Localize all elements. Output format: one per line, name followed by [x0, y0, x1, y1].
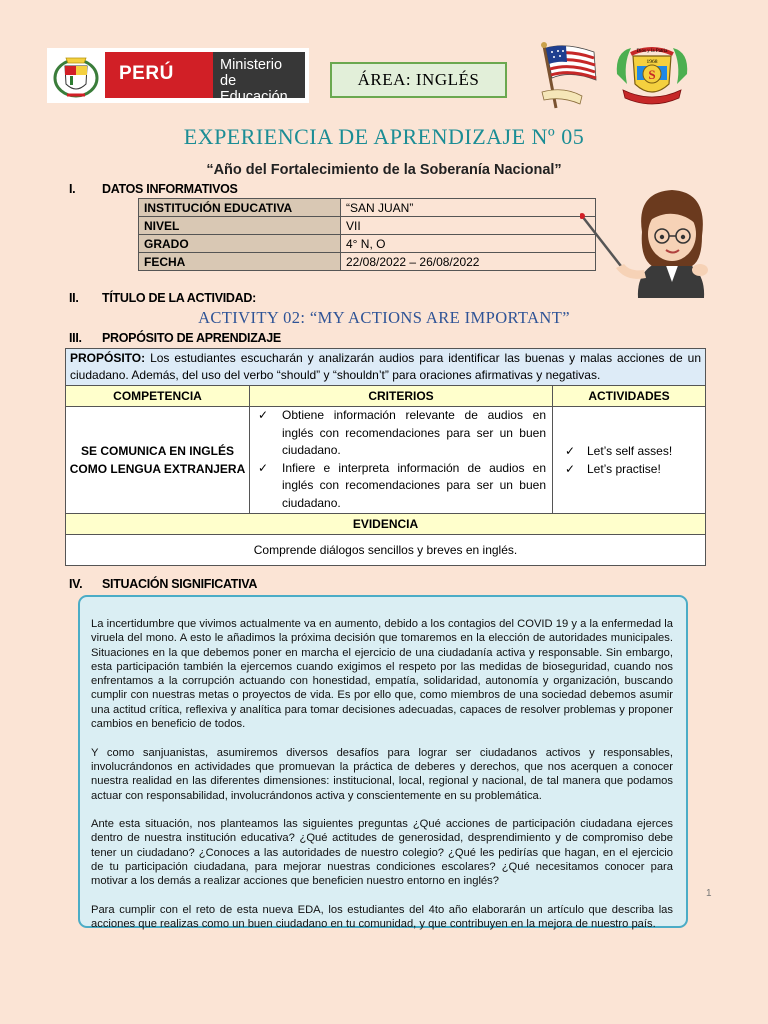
- crest-year: 1968: [646, 59, 658, 65]
- activity-title: ACTIVITY 02: “MY ACTIONS ARE IMPORTANT”: [198, 308, 570, 327]
- list-item: [565, 442, 704, 460]
- situacion-paragraph: Ante esta situación, nos planteamos las siguientes preguntas ¿Qué acciones de participación ciudadana ejerces dentro de nuestra institución educativa? ¿Qué actitudes de generosidad, desprendimiento y de compromiso debe tener un ciudadano? ¿Conoces a las autoridades de nuestro colegio? ¿Qué les pedirías que hagan, en el ejercicio de tu participación ciudadana, para mejorar nuestras condiciones escolares? ¿Qué necesitamos conocer para motivar a los demás a realizar acciones que beneficien nuestro entorno en inglés?: [91, 818, 673, 888]
- datos-label: NIVEL: [139, 217, 341, 235]
- table-row: [139, 199, 596, 217]
- list-item: [565, 460, 704, 478]
- section-number: IV.: [69, 577, 83, 591]
- crest-motto: Dios y la Patria: [636, 49, 668, 54]
- criterio-text: Obtiene información relevante de audios en inglés con recomendaciones para ser un buen ciudadano.: [282, 408, 546, 457]
- table-row: [66, 514, 706, 535]
- actividad-text: Let’s practise!: [587, 462, 661, 476]
- criterio-text: Infiere e interpreta información de audios en inglés con recomendaciones para ser un buen ciudadano.: [282, 460, 546, 510]
- column-header-competencia: COMPETENCIA: [66, 386, 250, 407]
- proposito-cell: [66, 349, 706, 386]
- year-motto: “Año del Fortalecimiento de la Soberanía Nacional”: [206, 162, 562, 178]
- column-header-actividades: ACTIVIDADES: [553, 386, 706, 407]
- list-item: [258, 460, 546, 513]
- proposito-text: Los estudiantes escucharán y analizarán audios para identificar las buenas y malas acciones de un ciudadano. Además, del uso del verbo “should” y “shouldn’t” para oraciones afirmativas y negativas.: [70, 351, 701, 382]
- datos-value: 4° N, O: [341, 235, 596, 253]
- ministry-label-line2: de Educación: [220, 73, 288, 105]
- situacion-paragraph: La incertidumbre que vivimos actualmente va en aumento, debido a los contagios del COVID 19 y a la enfermedad la viruela del mono. A esto le añadimos la próxima decisión que tomaremos en la elección de autoridades municipales. Situaciones en la que debemos poner en marcha el ejercicio de una ciudadanía activa y responsable. Sin embargo, esta participación también la ejercemos cuando exigimos el respeto por las medidas de bioseguridad, cuando nos enfrentamos a la corrupción actuando con honestidad, empatía, solidaridad, autonomía y organización, buscando cumplir con nuestras metas o proyectos de vida. Es por ello que, como miembros de una sociedad debemos asumir una actitud crítica, reflexiva y analítica para tomar decisiones adecuadas, capaces de resolver problemas y proponer cambios en beneficio de todos.: [91, 618, 673, 731]
- area-box: [330, 62, 507, 98]
- section-title: DATOS INFORMATIVOS: [102, 182, 238, 196]
- area-label: ÁREA: INGLÉS: [357, 70, 480, 89]
- minedu-logo: [47, 48, 309, 103]
- table-row: [139, 235, 596, 253]
- checkmark-icon: ✓: [565, 462, 576, 476]
- datos-label: FECHA: [139, 253, 341, 271]
- table-row: [66, 407, 706, 514]
- svg-text:S: S: [648, 67, 656, 82]
- datos-value: “SAN JUAN”: [341, 199, 596, 217]
- table-row: [66, 535, 706, 566]
- section-number: III.: [69, 331, 82, 345]
- datos-value: 22/08/2022 – 26/08/2022: [341, 253, 596, 271]
- evidencia-text: Comprende diálogos sencillos y breves en inglés.: [66, 535, 706, 566]
- datos-label: INSTITUCIÓN EDUCATIVA: [139, 199, 341, 217]
- datos-table: [138, 198, 596, 271]
- datos-value: VII: [341, 217, 596, 235]
- teacher-illustration-icon: [580, 186, 708, 298]
- section-title: TÍTULO DE LA ACTIVIDAD:: [102, 291, 256, 305]
- actividad-text: Let’s self asses!: [587, 444, 673, 458]
- table-row: [139, 217, 596, 235]
- section-proposito-heading: [69, 331, 281, 345]
- table-row: [66, 349, 706, 386]
- checkmark-icon: ✓: [258, 460, 269, 475]
- competencia-line: SE COMUNICA EN INGLÉS: [81, 444, 234, 458]
- school-crest-icon: [613, 44, 691, 106]
- section-title: PROPÓSITO DE APRENDIZAJE: [102, 331, 281, 345]
- peru-label-box: [105, 52, 213, 98]
- page-number: 1: [706, 888, 712, 899]
- section-title: SITUACIÓN SIGNIFICATIVA: [102, 577, 258, 591]
- column-header-criterios: CRITERIOS: [250, 386, 553, 407]
- peru-coat-of-arms-icon: [53, 54, 99, 98]
- situacion-box: [78, 595, 688, 931]
- ministry-label-line1: Ministerio: [220, 57, 283, 73]
- proposito-label: PROPÓSITO:: [70, 351, 146, 365]
- competencia-line: COMO LENGUA EXTRANJERA: [69, 462, 246, 476]
- ministry-label-box: [213, 52, 305, 105]
- list-item: [258, 407, 546, 460]
- peru-label: PERÚ: [119, 63, 174, 84]
- section-datos-heading: [69, 182, 238, 196]
- checkmark-icon: ✓: [258, 408, 269, 422]
- proposito-table: [65, 348, 706, 566]
- actividades-cell: [553, 407, 706, 514]
- competencia-cell: [66, 407, 250, 514]
- section-situacion-heading: [69, 577, 257, 591]
- table-row: [139, 253, 596, 271]
- table-row: [66, 386, 706, 407]
- datos-label: GRADO: [139, 235, 341, 253]
- checkmark-icon: ✓: [565, 444, 576, 458]
- us-flag-icon: [536, 40, 600, 110]
- page-title: EXPERIENCIA DE APRENDIZAJE Nº 05: [183, 124, 585, 149]
- criterios-cell: [250, 407, 553, 514]
- situacion-paragraph: Para cumplir con el reto de esta nueva EDA, los estudiantes del 4to año elaborarán un artículo que describa las acciones que realizas como un buen ciudadano en tu comunidad, y que contribuyen en la mejora de nuestro país.: [91, 903, 673, 931]
- situacion-paragraph: Y como sanjuanistas, asumiremos diversos desafíos para lograr ser ciudadanos activos y responsables, involucrándonos en actividades que promuevan la práctica de deberes y derechos, que nos acerquen a conocer nuestra realidad en las diferentes dimensiones: institucional, local, regional y nacional, de tal manera que podamos actuar con responsabilidad, involucrándonos activa y conscientemente en su problemática.: [91, 746, 673, 802]
- section-titulo-heading: [69, 291, 256, 305]
- evidencia-header: EVIDENCIA: [66, 514, 706, 535]
- section-number: II.: [69, 291, 79, 305]
- section-number: I.: [69, 182, 76, 196]
